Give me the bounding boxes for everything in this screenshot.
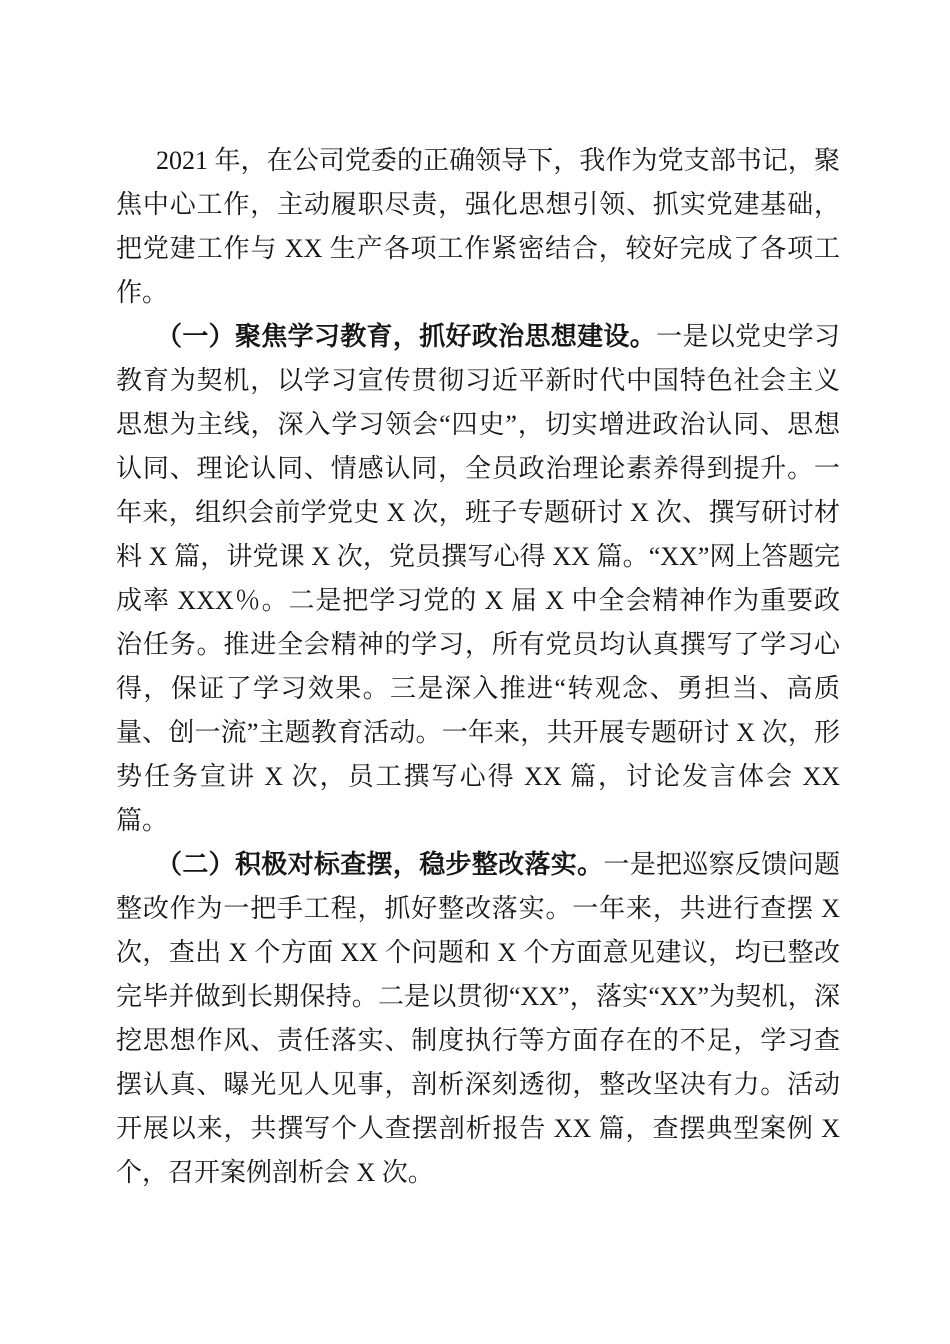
- section-2-heading: （二）积极对标查摆，稳步整改落实。: [156, 850, 604, 879]
- paragraph: [116, 139, 840, 315]
- section-1-text: 一是以党史学习教育为契机，以学习宣传贯彻习近平新时代中国特色社会主义思想为主线，深入学习领会“四史”，切实增进政治认同、思想认同、理论认同、情感认同，全员政治理论素养得到提升。一年来，组织会前学党史 X 次，班子专题研讨 X 次、撰写研讨材料 X 篇，讲党课 X 次，党员撰写心得 XX 篇。“XX”网上答题完成率 XXX％。二是把学习党的 X 届 X 中全会精神作为重要政治任务。推进全会精神的学习，所有党员均认真撰写了学习心得，保证了学习效果。三是深入推进“转观念、勇担当、高质量、创一流”主题教育活动。一年来，共开展专题研讨 X 次，形势任务宣讲 X 次，员工撰写心得 XX 篇，讨论发言体会 XX 篇。: [116, 322, 840, 835]
- section-2-text: 一是把巡察反馈问题整改作为一把手工程，抓好整改落实。一年来，共进行查摆 X 次，查出 X 个方面 XX 个问题和 X 个方面意见建议，均已整改完毕并做到长期保持。二是以贯彻“XX”，落实“XX”为契机，深挖思想作风、责任落实、制度执行等方面存在的不足，学习查摆认真、曝光见人见事，剖析深刻透彻，整改坚决有力。活动开展以来，共撰写个人查摆剖析报告 XX 篇，查摆典型案例 X 个，召开案例剖析会 X 次。: [116, 850, 840, 1187]
- intro-paragraph-text: 2021 年，在公司党委的正确领导下，我作为党支部书记，聚焦中心工作，主动履职尽责，强化思想引领、抓实党建基础，把党建工作与 XX 生产各项工作紧密结合，较好完成了各项工作。: [116, 146, 840, 307]
- document-body: [116, 139, 840, 1195]
- paragraph: [116, 315, 840, 843]
- section-1-heading: （一）聚焦学习教育，抓好政治思想建设。: [156, 322, 657, 351]
- paragraph: [116, 843, 840, 1195]
